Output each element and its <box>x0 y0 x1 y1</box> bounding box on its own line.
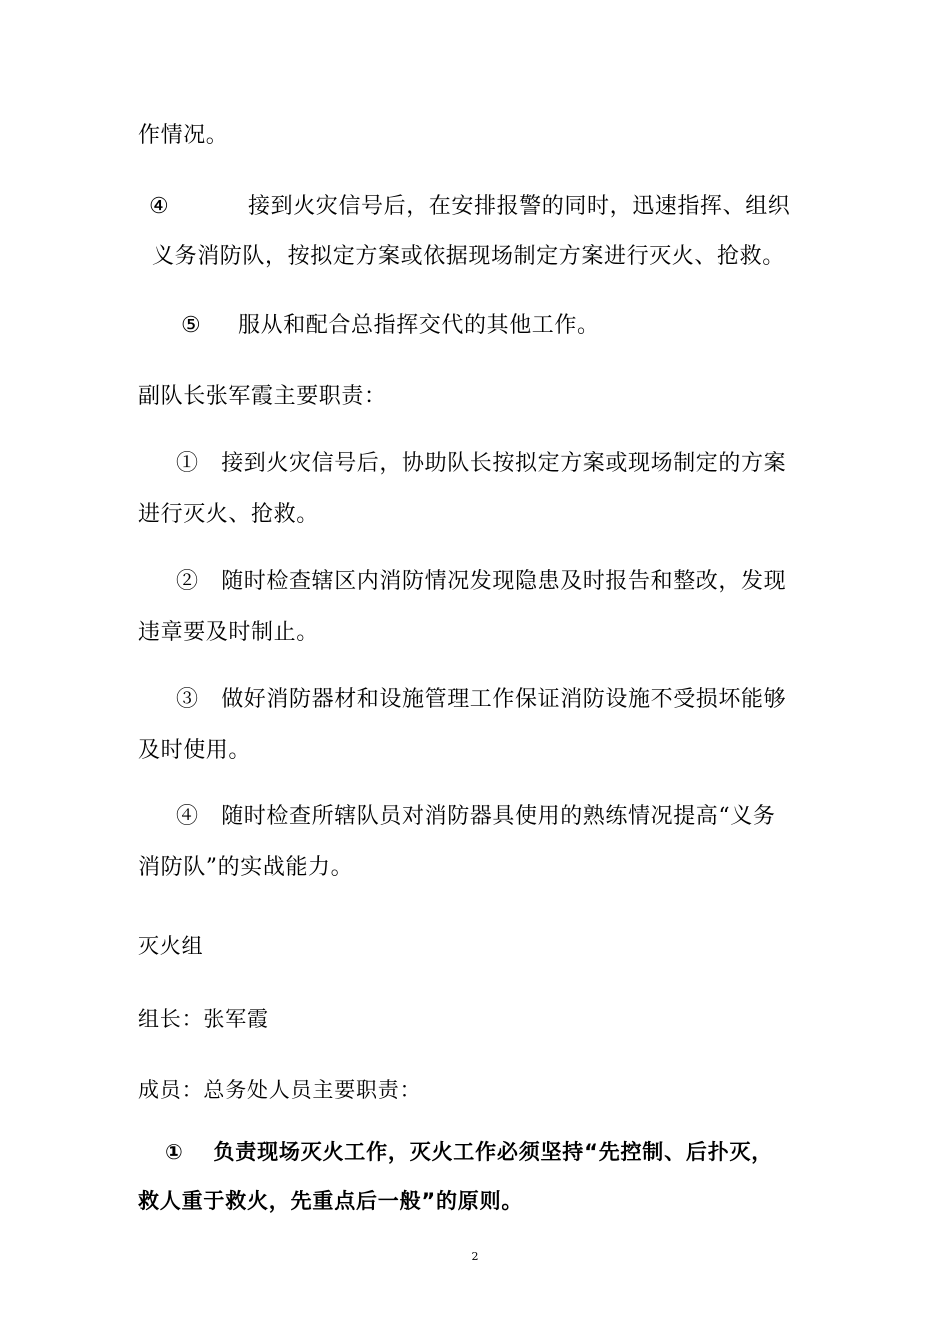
text-line: 及时使用。 <box>138 738 252 763</box>
section-heading: 灭火组 <box>138 934 204 958</box>
text-line: ② 随时检查辖区内消防情况发现隐患及时报告和整改，发现 <box>176 569 787 594</box>
text-line: 进行灭火、抢救。 <box>138 502 319 527</box>
text-line: 违章要及时制止。 <box>138 620 319 645</box>
list-marker: ⑤ <box>181 313 202 338</box>
text-line: 服从和配合总指挥交代的其他工作。 <box>238 313 600 338</box>
text-line: ③ 做好消防器材和设施管理工作保证消防设施不受损坏能够 <box>176 687 787 712</box>
text-line: 成员：总务处人员主要职责： <box>138 1078 422 1102</box>
text-line: 组长：张军霞 <box>138 1007 269 1031</box>
text-line: 救人重于救火，先重点后一般”的原则。 <box>138 1189 524 1213</box>
text-line: 副队长张军霞主要职责： <box>138 384 387 409</box>
text-line: 义务消防队，按拟定方案或依据现场制定方案进行灭火、抢救。 <box>152 244 785 269</box>
text-line: 作情况。 <box>138 123 229 148</box>
text-line: ① 负责现场灭火工作，灭火工作必须坚持“先控制、后扑灭， <box>165 1140 774 1164</box>
text-line: 接到火灾信号后，在安排报警的同时，迅速指挥、组织 <box>248 194 791 219</box>
page-number: 2 <box>471 1250 479 1263</box>
text-line: ④ 随时检查所辖队员对消防器具使用的熟练情况提高“义务 <box>176 804 776 829</box>
text-line: 消防队”的实战能力。 <box>138 855 354 880</box>
text-line: ① 接到火灾信号后，协助队长按拟定方案或现场制定的方案 <box>176 451 787 476</box>
list-marker: ④ <box>149 194 170 219</box>
